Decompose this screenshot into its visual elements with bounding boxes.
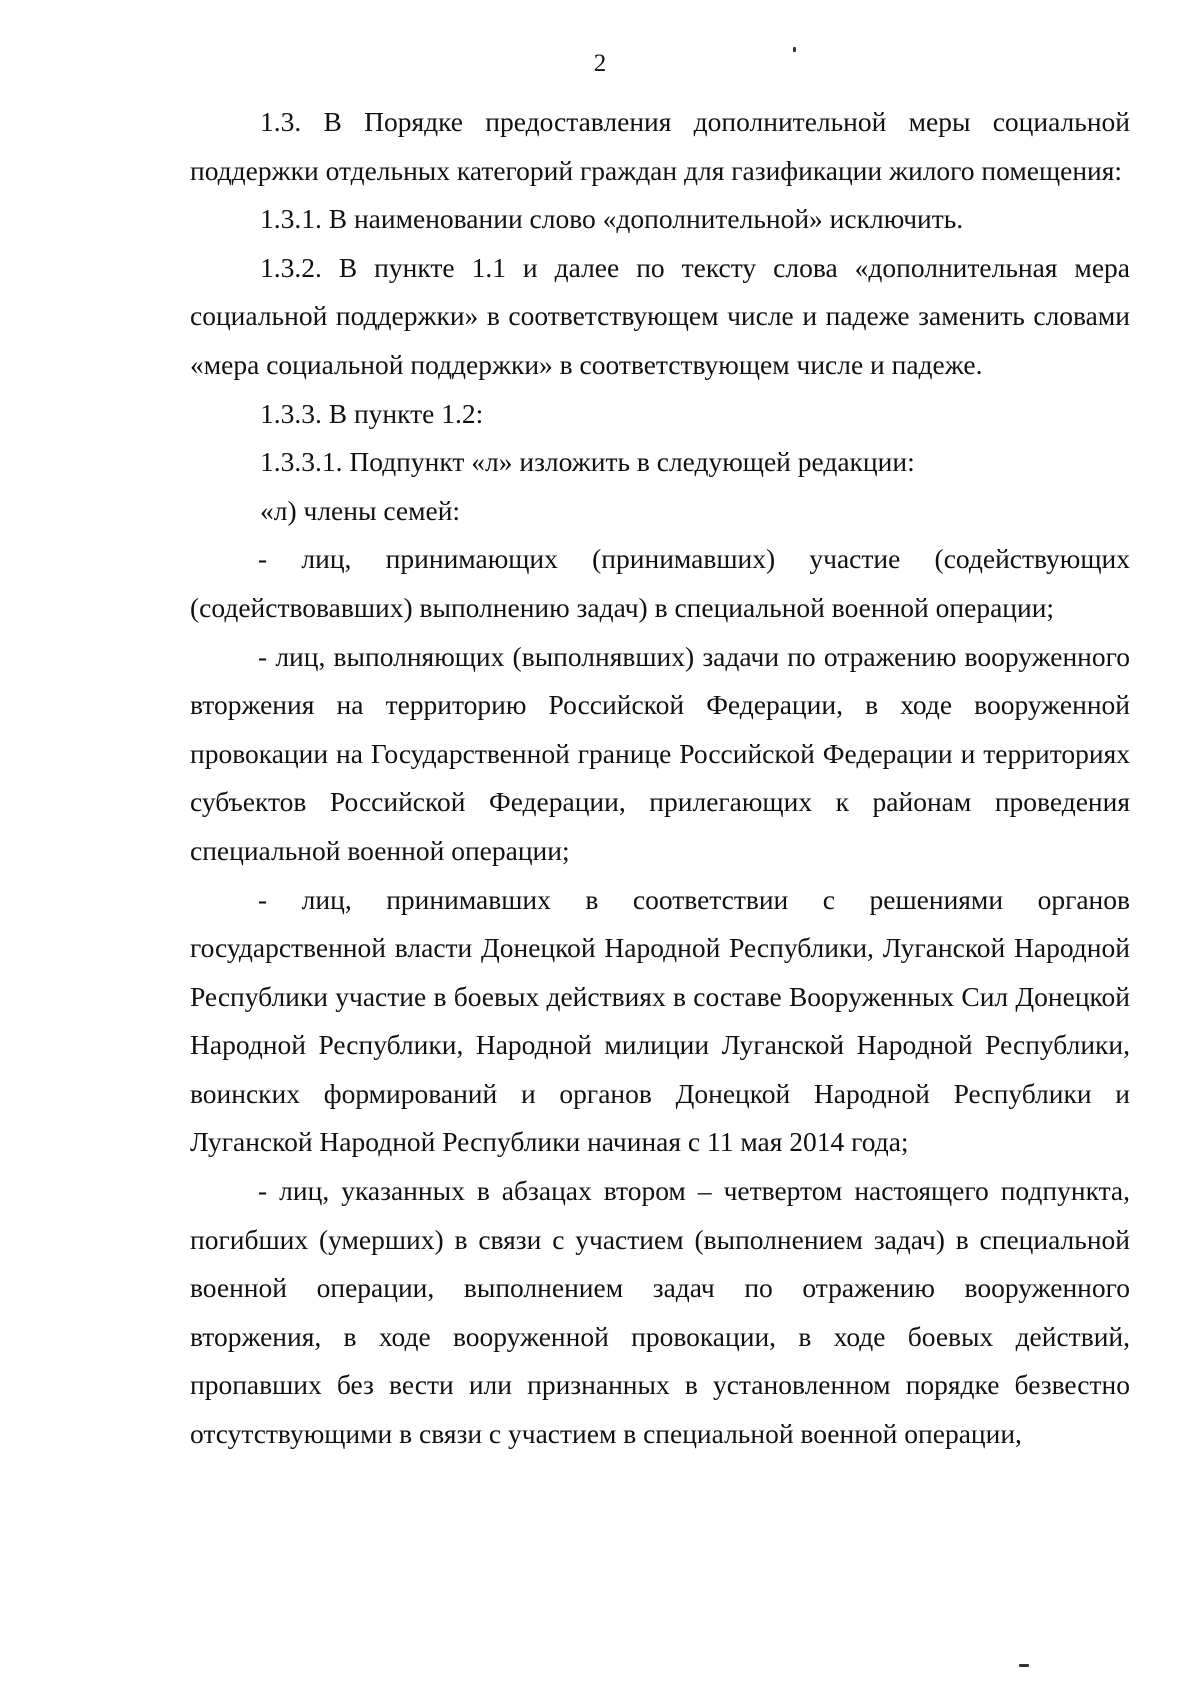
scan-speck — [1019, 1664, 1029, 1667]
list-item-dash-2: - лиц, выполняющих (выполнявших) задачи по отражению вооруженного вторжения на территорию Российской Федерации, в ходе вооруженной провокации на Государственной границе Российской Федерации и территориях субъектов Российской Федерации, прилегающих к районам проведения специальной военной операции; — [190, 640, 1130, 866]
scan-speck — [793, 47, 796, 52]
paragraph-1-3-3: 1.3.3. В пункте 1.2: — [260, 397, 484, 429]
paragraph-1-3-2: 1.3.2. В пункте 1.1 и далее по тексту слова «дополнительная мера социальной поддержки» в соответствующем числе и падеже заменить словами «мера социальной поддержки» в соответствующем числе и падеже. — [190, 251, 1130, 380]
list-item-dash-3: - лиц, принимавших в соответствии с решениями органов государственной власти Донецкой Народной Республики, Луганской Народной Республики участие в боевых действиях в составе Вооруженных Сил Донецкой Народной Республики, Народной милиции Луганской Народной Республики, воинских формирований и органов Донецкой Народной Республики и Луганской Народной Республики начиная с 11 мая 2014 года; — [190, 883, 1130, 1158]
list-item-dash-1: - лиц, принимающих (принимавших) участие (содействующих (содействовавших) выполнению задач) в специальной военной операции; — [190, 543, 1130, 623]
list-item-dash-4: - лиц, указанных в абзацах втором – четвертом настоящего подпункта, погибших (умерших) в связи с участием (выполнением задач) в специальной военной операции, выполнением задач по отражению вооруженного вторжения, в ходе вооруженной провокации, в ходе боевых действий, пропавших без вести или признанных в установленном порядке безвестно отсутствующими в связи с участием в специальной военной операции, — [190, 1175, 1130, 1450]
paragraph-1-3-3-1: 1.3.3.1. Подпункт «л» изложить в следующей редакции: — [260, 446, 915, 478]
paragraph-1-3-1: 1.3.1. В наименовании слово «дополнительной» исключить. — [260, 203, 964, 235]
document-body — [190, 98, 1130, 1459]
paragraph-subitem-l: «л) члены семей: — [260, 494, 461, 526]
page-number: 2 — [593, 50, 607, 77]
paragraph-1-3: 1.3. В Порядке предоставления дополнительной меры социальной поддержки отдельных категорий граждан для газификации жилого помещения: — [190, 106, 1130, 186]
